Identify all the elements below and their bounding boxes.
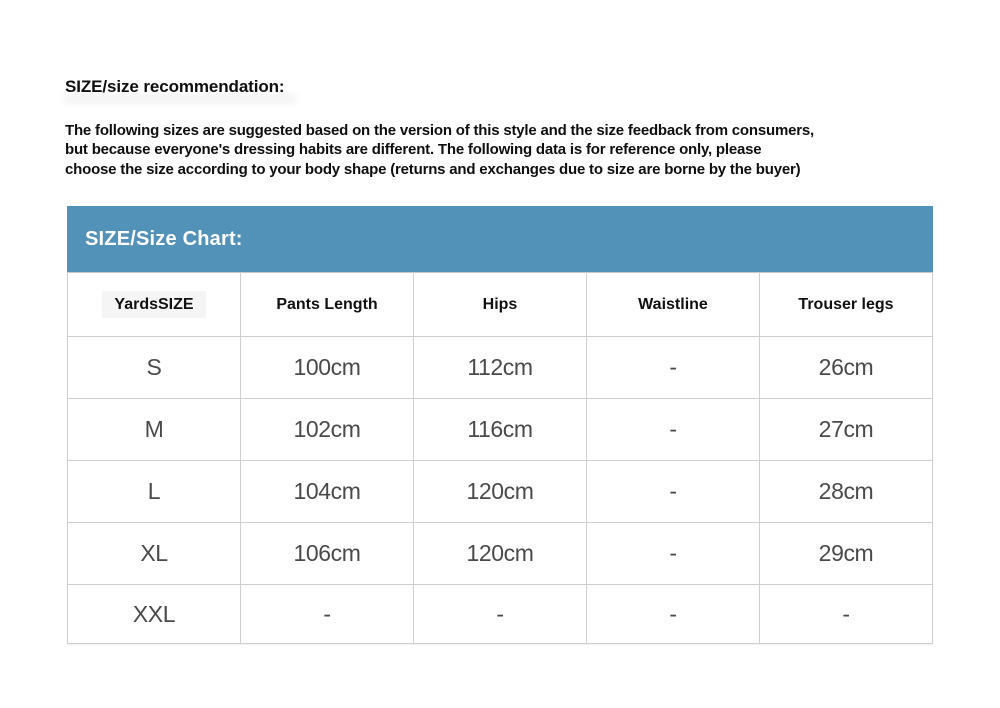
description-line-1: The following sizes are suggested based on the version of this style and the size feedback from consumers, bbox=[65, 122, 814, 139]
waistline-value: - bbox=[587, 585, 760, 644]
trouser-legs-value: 27cm bbox=[760, 399, 933, 461]
pants-length-value: 100cm bbox=[241, 337, 414, 399]
table-row-m bbox=[68, 399, 933, 461]
description-line-3: choose the size according to your body shape (returns and exchanges due to size are borne by the buyer) bbox=[65, 160, 801, 178]
hips-value: - bbox=[414, 585, 587, 644]
description-line-2: but because everyone's dressing habits are different. The following data is for reference only, please bbox=[65, 141, 762, 159]
trouser-legs-value: 29cm bbox=[760, 523, 933, 585]
size-label: XL bbox=[68, 523, 241, 585]
hips-value: 112cm bbox=[414, 337, 587, 399]
table-header-row bbox=[68, 273, 933, 337]
hips-value: 116cm bbox=[414, 399, 587, 461]
waistline-value: - bbox=[587, 399, 760, 461]
size-label: L bbox=[68, 461, 241, 523]
table-row-s bbox=[68, 337, 933, 399]
pants-length-value: 104cm bbox=[241, 461, 414, 523]
pants-length-value: 106cm bbox=[241, 523, 414, 585]
trouser-legs-value: - bbox=[760, 585, 933, 644]
table-row-xxl bbox=[68, 585, 933, 644]
column-header-size bbox=[68, 273, 241, 337]
size-chart-banner bbox=[67, 206, 933, 272]
hips-value: 120cm bbox=[414, 461, 587, 523]
size-chart-section bbox=[67, 206, 933, 644]
column-header-pants-length: Pants Length bbox=[241, 273, 414, 337]
page-title: SIZE/size recommendation: bbox=[65, 77, 285, 96]
size-table bbox=[67, 272, 933, 644]
trouser-legs-value: 28cm bbox=[760, 461, 933, 523]
table-row-xl bbox=[68, 523, 933, 585]
size-chart-banner-title: SIZE/Size Chart: bbox=[85, 227, 243, 250]
size-recommendation-text bbox=[65, 121, 814, 179]
waistline-value: - bbox=[587, 523, 760, 585]
size-label: S bbox=[68, 337, 241, 399]
column-header-trouser-legs: Trouser legs bbox=[760, 273, 933, 337]
trouser-legs-value: 26cm bbox=[760, 337, 933, 399]
column-header-waistline: Waistline bbox=[587, 273, 760, 337]
size-label: M bbox=[68, 399, 241, 461]
table-row-l bbox=[68, 461, 933, 523]
column-header-size-label: YardsSIZE bbox=[102, 291, 205, 318]
pants-length-value: - bbox=[241, 585, 414, 644]
hips-value: 120cm bbox=[414, 523, 587, 585]
size-label: XXL bbox=[68, 585, 241, 644]
waistline-value: - bbox=[587, 461, 760, 523]
waistline-value: - bbox=[587, 337, 760, 399]
column-header-hips: Hips bbox=[414, 273, 587, 337]
pants-length-value: 102cm bbox=[241, 399, 414, 461]
